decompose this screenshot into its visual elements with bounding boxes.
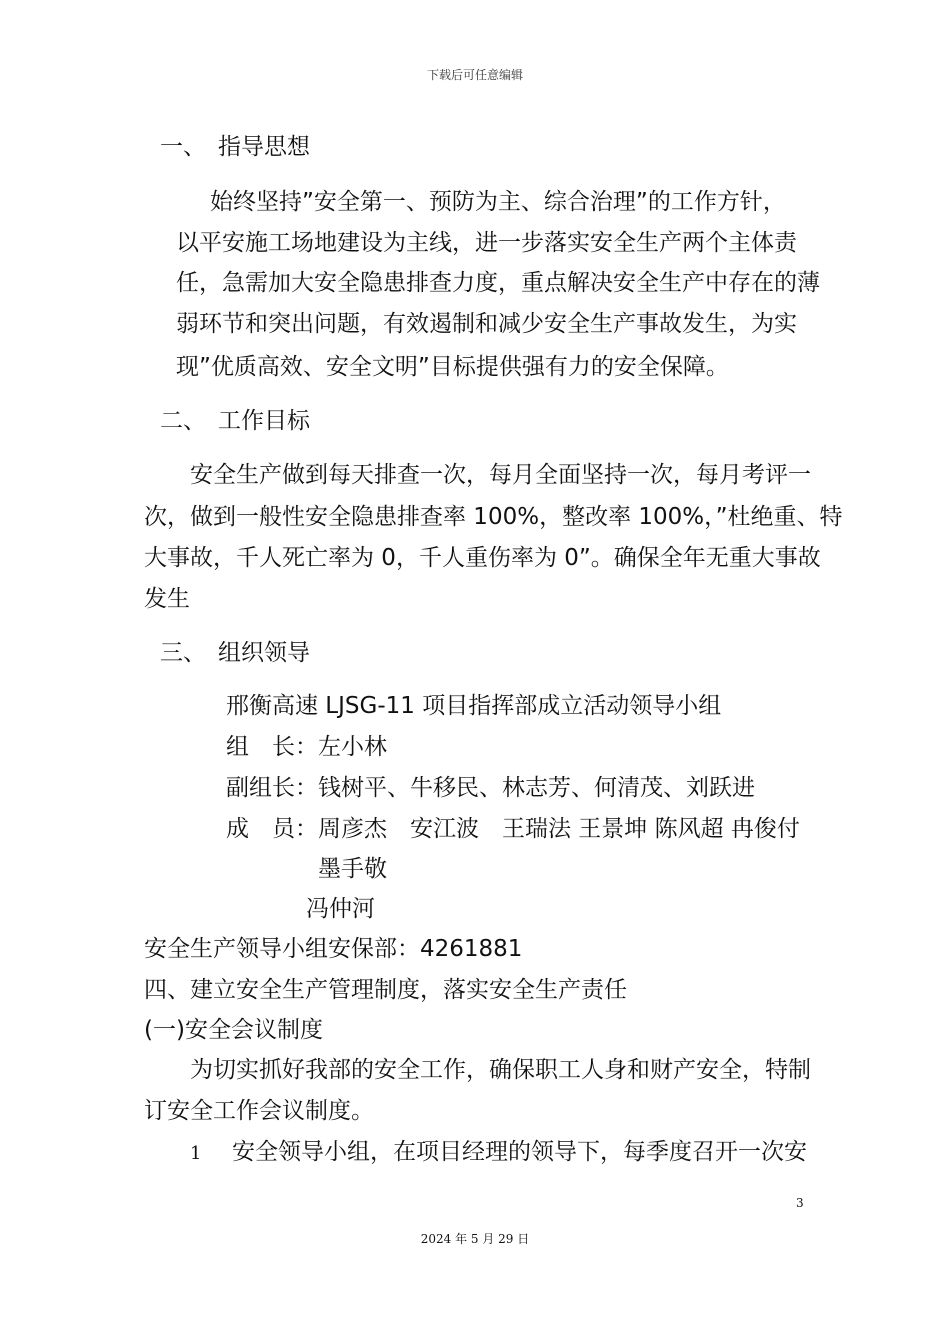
group-members: 成 员：周彦杰 安江波 王瑞法 王景坤 陈风超 冉俊付: [226, 816, 800, 842]
section-1-number: 一、: [160, 134, 206, 160]
list-item-1: [190, 1137, 807, 1169]
section-1-line-3: 任，急需加大安全隐患排查力度，重点解决安全生产中存在的薄: [176, 270, 820, 296]
page-number: 3: [796, 1196, 804, 1210]
section-4-title: 四、建立安全生产管理制度，落实安全生产责任: [144, 977, 627, 1003]
section-3-number: 三、: [160, 640, 206, 666]
page-header: 下载后可任意编辑: [426, 68, 523, 82]
section-1-line-1: 始终坚持”安全第一、预防为主、综合治理”的工作方针，: [210, 189, 786, 215]
section-2-number: 二、: [160, 408, 206, 434]
section-1-heading: [160, 132, 310, 162]
security-office: 安全生产领导小组安保部：4261881: [144, 936, 523, 962]
page-footer-date: 2024 年 5 月 29 日: [420, 1232, 530, 1246]
section-2-heading: [160, 406, 310, 436]
section-3-title: 组织领导: [218, 640, 310, 666]
section-3-heading: [160, 638, 310, 668]
leadership-group-name: 邢衡高速 LJSG-11 项目指挥部成立活动领导小组: [226, 693, 722, 719]
section-1-line-5: 现”优质高效、安全文明”目标提供强有力的安全保障。: [176, 354, 729, 380]
section-1-line-2: 以平安施工场地建设为主线，进一步落实安全生产两个主体责: [176, 230, 797, 256]
section-1-line-4: 弱环节和突出问题，有效遏制和减少安全生产事故发生，为实: [176, 311, 797, 337]
section-2-line-3: 大事故，千人死亡率为 0，千人重伤率为 0”。确保全年无重大事故: [144, 545, 821, 571]
subsection-1-title: (一)安全会议制度: [144, 1017, 323, 1043]
section-2-title: 工作目标: [218, 408, 310, 434]
section-4-para-line-2: 订安全工作会议制度。: [144, 1098, 374, 1124]
group-members-cont-1: 墨手敬: [318, 856, 387, 882]
section-2-line-4: 发生: [144, 586, 190, 612]
group-members-cont-2: 冯仲河: [306, 896, 375, 922]
list-item-1-text: 安全领导小组，在项目经理的领导下，每季度召开一次安: [232, 1139, 807, 1165]
section-2-line-2: 次，做到一般性安全隐患排查率 100%，整改率 100%，”杜绝重、特: [144, 504, 843, 530]
group-leader: 组 长：左小林: [226, 734, 387, 760]
group-deputies: 副组长：钱树平、牛移民、林志芳、何清茂、刘跃进: [226, 775, 755, 801]
section-2-line-1: 安全生产做到每天排查一次，每月全面坚持一次，每月考评一: [190, 462, 811, 488]
list-item-1-number: 1: [190, 1143, 202, 1164]
section-1-title: 指导思想: [218, 134, 310, 160]
section-4-para-line-1: 为切实抓好我部的安全工作，确保职工人身和财产安全，特制: [190, 1057, 811, 1083]
